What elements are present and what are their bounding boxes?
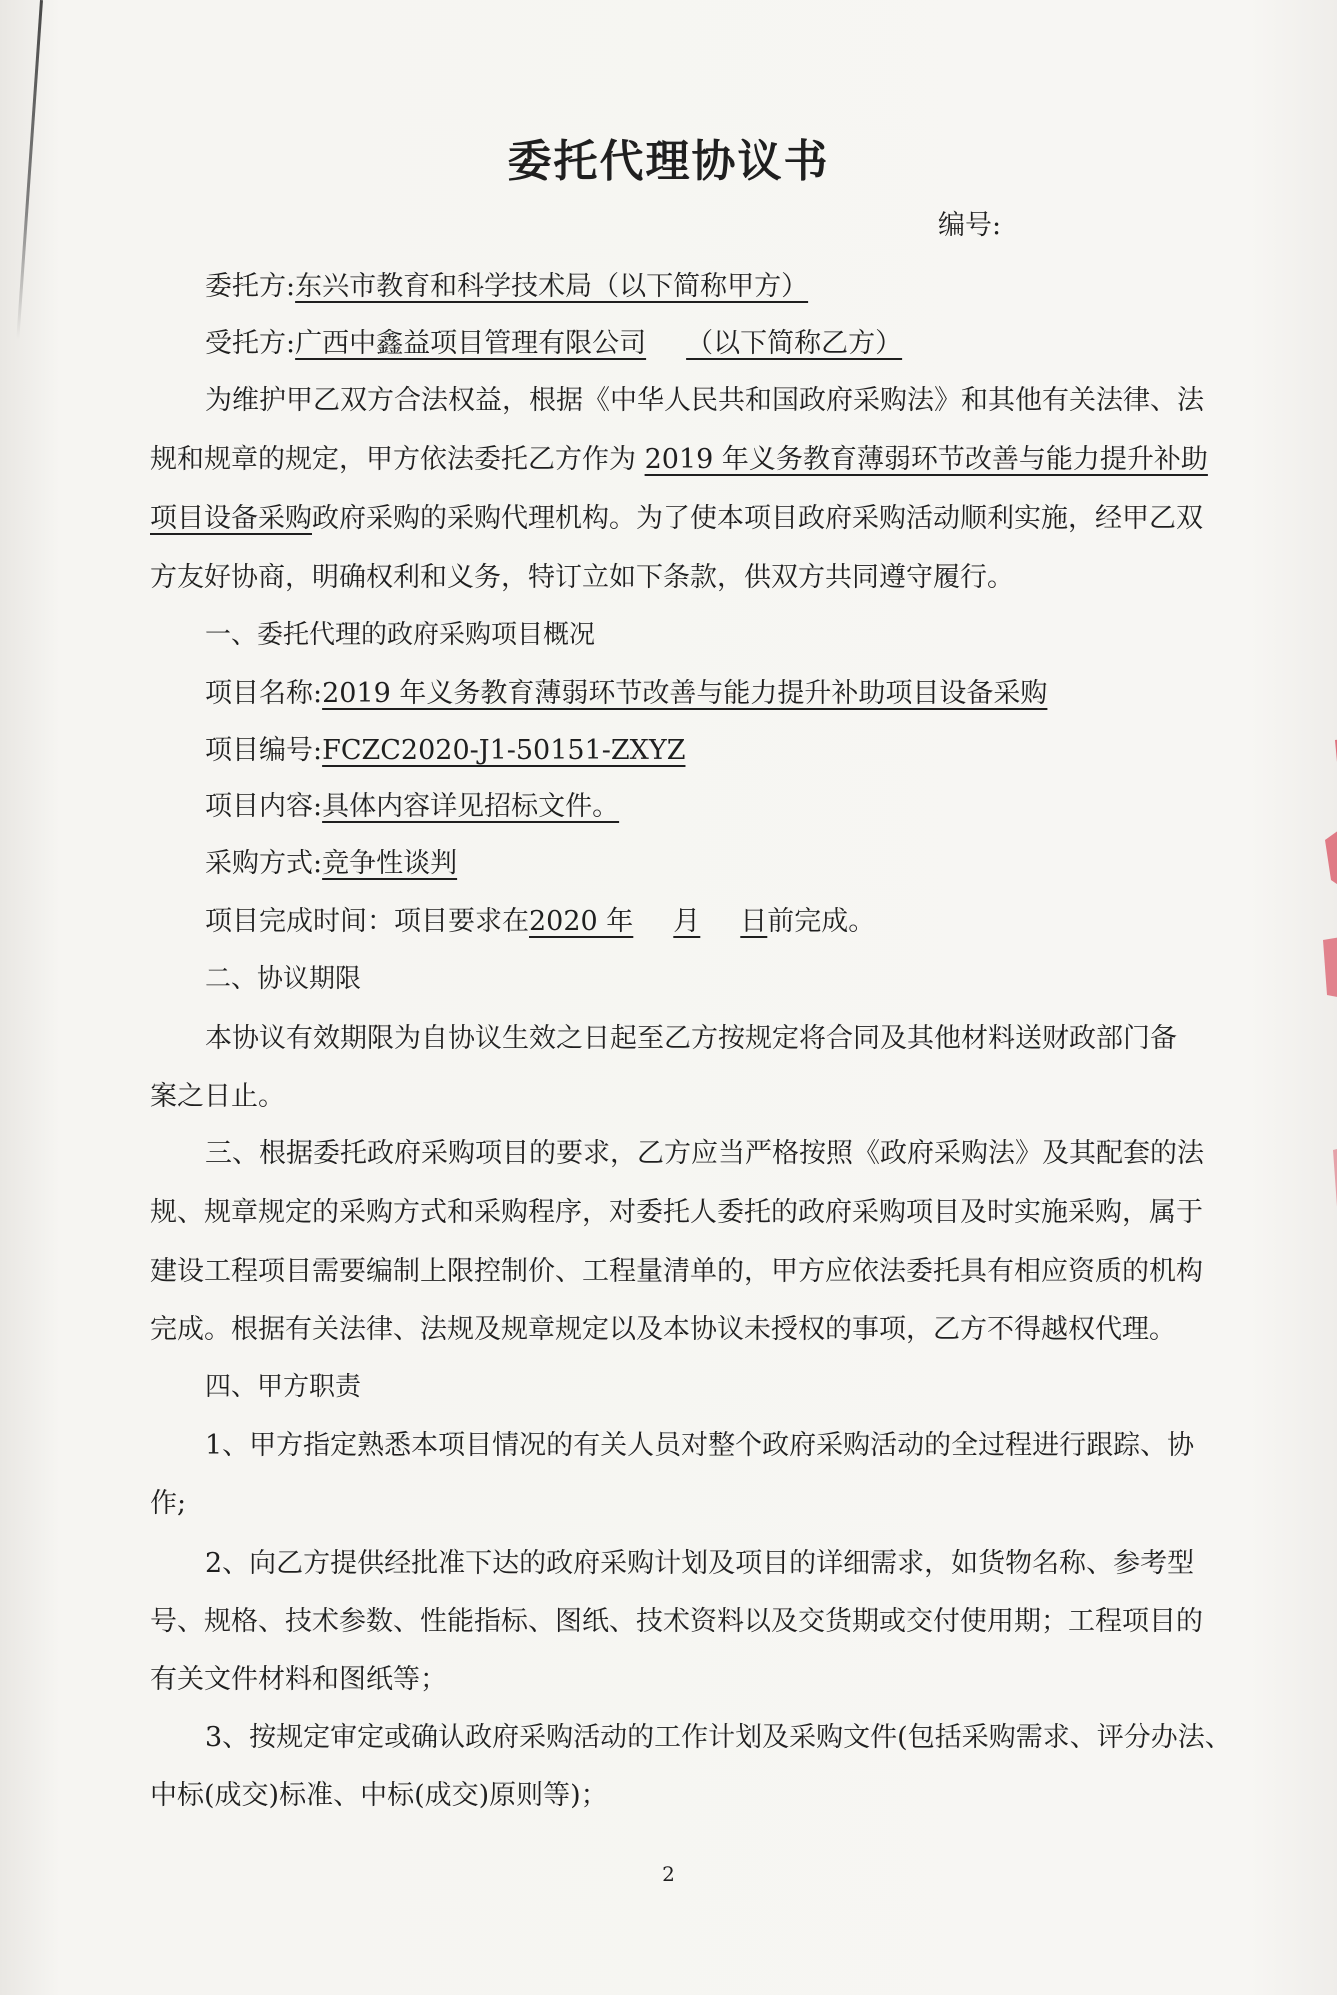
red-seal-stamp-fragment xyxy=(1295,720,1337,1280)
agent-label: 受托方: xyxy=(205,328,296,359)
section3-line-4: 完成。根据有关法律、法规及规章规定以及本协议未授权的事项，乙方不得越权代理。 xyxy=(150,1314,1176,1345)
procurement-method-value: 竞争性谈判 xyxy=(322,848,458,879)
section2-heading: 二、协议期限 xyxy=(205,964,362,994)
procurement-method-line: 采购方式:竞争性谈判 xyxy=(205,848,458,879)
section2-line-1: 本协议有效期限为自协议生效之日起至乙方按规定将合同及其他材料送财政部门备 xyxy=(205,1023,1177,1054)
project-content-line: 项目内容:具体内容详见招标文件。 xyxy=(205,793,689,820)
project-code-value: FCZC2020-J1-50151-ZXYZ xyxy=(322,735,686,766)
project-name-inline: 2019 年义务教育薄弱环节改善与能力提升补助 xyxy=(644,444,1208,475)
agent-value: 广西中鑫益项目管理有限公司 （以下简称乙方） xyxy=(295,328,903,359)
duty2-line-3: 有关文件材料和图纸等； xyxy=(150,1664,447,1695)
intro-line-3: 项目设备采购政府采购的采购代理机构。为了使本项目政府采购活动顺利实施，经甲乙双 xyxy=(150,503,1203,534)
section3-line-1: 三、根据委托政府采购项目的要求，乙方应当严格按照《政府采购法》及其配套的法 xyxy=(205,1138,1204,1169)
section4-heading: 四、甲方职责 xyxy=(205,1372,362,1402)
section1-heading: 一、委托代理的政府采购项目概况 xyxy=(205,620,596,650)
project-content-value: 具体内容详见招标文件。 xyxy=(322,791,620,822)
completion-time-line: 项目完成时间：项目要求在2020 年 月 日前完成。 xyxy=(205,906,876,937)
project-name-inline-end: 项目设备采购 xyxy=(150,503,312,534)
intro-line-2: 规和规章的规定，甲方依法委托乙方作为 2019 年义务教育薄弱环节改善与能力提升补助 xyxy=(150,444,1208,475)
project-code-line: 项目编号:FCZC2020-J1-50151-ZXYZ xyxy=(205,735,686,766)
client-value: 东兴市教育和科学技术局（以下简称甲方） xyxy=(295,271,809,302)
completion-date-value: 2020 年 月 日 xyxy=(529,906,768,937)
number-label: 编号: xyxy=(938,210,1002,241)
client-label: 委托方: xyxy=(205,271,296,302)
duty3-line-1: 3、按规定审定或确认政府采购活动的工作计划及采购文件(包括采购需求、评分办法、 xyxy=(205,1722,1232,1753)
section2-line-2: 案之日止。 xyxy=(150,1081,285,1112)
section3-line-2: 规、规章规定的采购方式和采购程序，对委托人委托的政府采购项目及时实施采购，属于 xyxy=(150,1197,1203,1228)
project-name-value: 2019 年义务教育薄弱环节改善与能力提升补助项目设备采购 xyxy=(322,678,1048,709)
document-title: 委托代理协议书 xyxy=(507,136,830,187)
intro-line-1: 为维护甲乙双方合法权益，根据《中华人民共和国政府采购法》和其他有关法律、法 xyxy=(205,385,1204,416)
page-number: 2 xyxy=(662,1862,675,1886)
intro-line-4: 方友好协商，明确权利和义务，特订立如下条款，供双方共同遵守履行。 xyxy=(150,562,1014,593)
duty3-line-2: 中标(成交)标准、中标(成交)原则等)； xyxy=(150,1780,608,1811)
agent-line xyxy=(205,330,902,357)
duty2-line-2: 号、规格、技术参数、性能指标、图纸、技术资料以及交货期或交付使用期；工程项目的 xyxy=(150,1606,1203,1637)
duty1-line-1: 1、甲方指定熟悉本项目情况的有关人员对整个政府采购活动的全过程进行跟踪、协 xyxy=(205,1430,1195,1461)
duty1-line-2: 作; xyxy=(150,1488,187,1519)
project-name-line: 项目名称:2019 年义务教育薄弱环节改善与能力提升补助项目设备采购 xyxy=(205,678,1048,709)
section3-line-3: 建设工程项目需要编制上限控制价、工程量清单的，甲方应依法委托具有相应资质的机构 xyxy=(150,1256,1203,1287)
client-line xyxy=(205,273,808,300)
duty2-line-1: 2、向乙方提供经批准下达的政府采购计划及项目的详细需求，如货物名称、参考型 xyxy=(205,1548,1195,1579)
